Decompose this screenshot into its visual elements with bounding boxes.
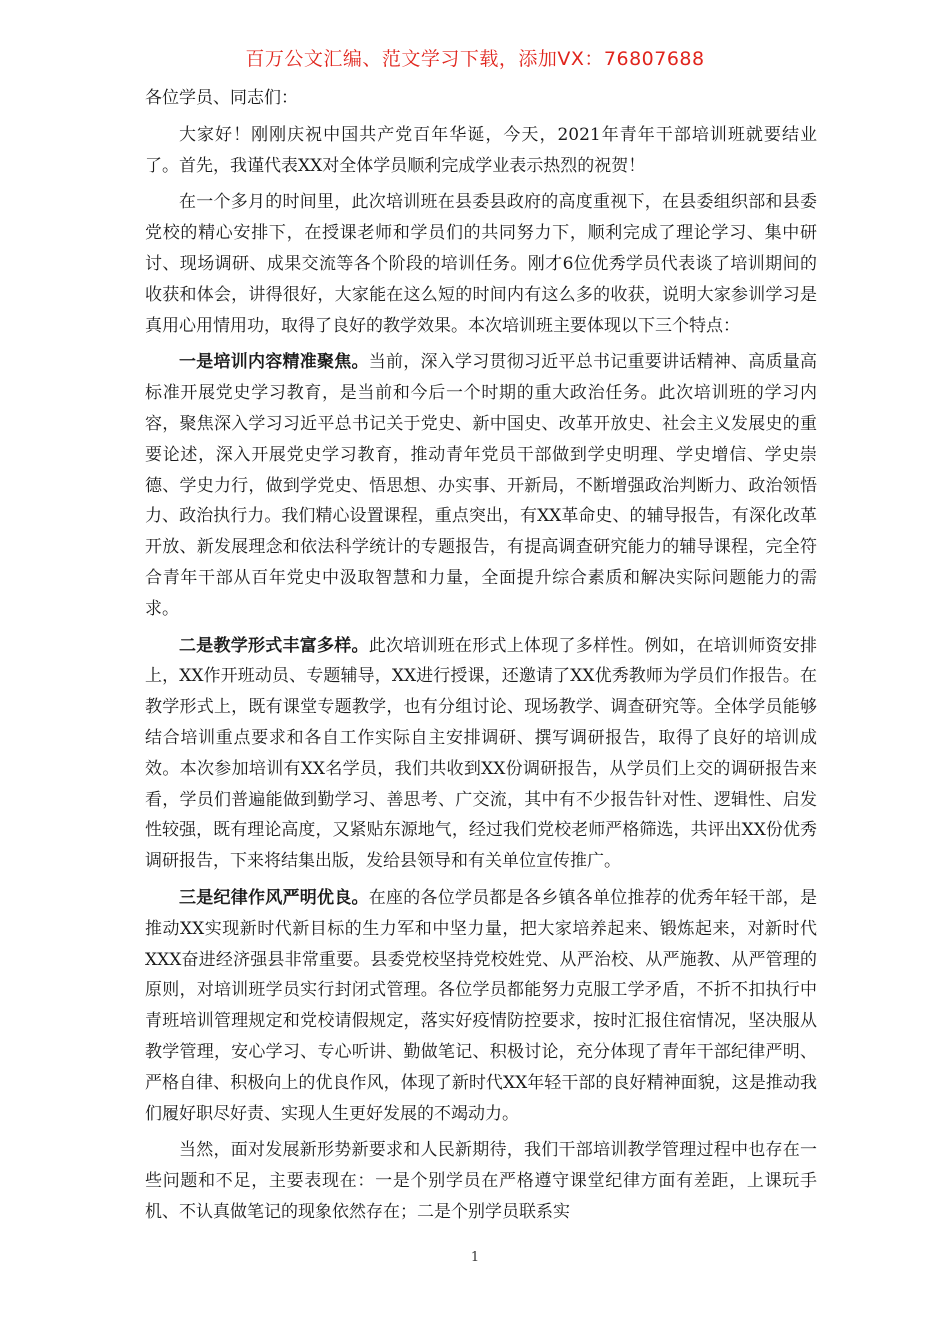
paragraph-text: 当前，深入学习贯彻习近平总书记重要讲话精神、高质量高标准开展党史学习教育，是当前和今后一个时期的重大政治任务。此次培训班的学习内容，聚焦深入学习习近平总书记关于党史、新中国史、改革开放史、社会主义发展史的重要论述，深入开展党史学习教育，推动青年党员干部做到学史明理、学史增信、学史崇德、学史力行，做到学党史、悟思想、办实事、开新局，不断增强政治判断力、政治领悟力、政治执行力。我们精心设置课程，重点突出，有XX革命史、的辅导报告，有深化改革开放、新发展理念和依法科学统计的专题报告，有提高调查研究能力的辅导课程，完全符合青年干部从百年党史中汲取智慧和力量，全面提升综合素质和解决实际问题能力的需求。 xyxy=(145,352,817,619)
header-banner: 百万公文汇编、范文学习下载，添加VX：76807688 xyxy=(245,48,705,70)
paragraph-text: 当然，面对发展新形势新要求和人民新期待，我们干部培训教学管理过程中也存在一些问题和不足，主要表现在：一是个别学员在严格遵守课堂纪律方面有差距，上课玩手机、不认真做笔记的现象依然存在；二是个别学员联系实 xyxy=(145,1140,817,1222)
paragraph-feature-1 xyxy=(145,347,817,624)
paragraph-heading: 三是纪律作风严明优良。 xyxy=(179,887,369,908)
paragraph-text: 大家好！刚刚庆祝中国共产党百年华诞，今天，2021年青年干部培训班就要结业了。首先，我谨代表XX对全体学员顺利完成学业表示热烈的祝贺！ xyxy=(145,124,817,176)
page-number: 1 xyxy=(470,1250,480,1265)
salutation: 各位学员、同志们： xyxy=(145,88,298,108)
paragraph-heading: 一是培训内容精准聚焦。 xyxy=(179,352,369,373)
paragraph-shortcomings xyxy=(145,1135,817,1227)
paragraph-greeting xyxy=(145,120,817,182)
paragraph-heading: 二是教学形式丰富多样。 xyxy=(179,635,369,656)
paragraph-text: 在座的各位学员都是各乡镇各单位推荐的优秀年轻干部，是推动XX实现新时代新目标的生力军和中坚力量，把大家培养起来、锻炼起来，对新时代XXX奋进经济强县非常重要。县委党校坚持党校姓党、从严治校、从严施教、从严管理的原则，对培训班学员实行封闭式管理。各位学员都能努力克服工学矛盾，不折不扣执行中青班培训管理规定和党校请假规定，落实好疫情防控要求，按时汇报住宿情况，坚决服从教学管理，安心学习、专心听讲、勤做笔记、积极讨论，充分体现了青年干部纪律严明、严格自律、积极向上的优良作风，体现了新时代XX年轻干部的良好精神面貌，这是推动我们履好职尽好责、实现人生更好发展的不竭动力。 xyxy=(145,887,817,1124)
document-body xyxy=(145,83,817,1234)
paragraph-overview xyxy=(145,187,817,341)
paragraph-feature-2 xyxy=(145,631,817,877)
paragraph-feature-3 xyxy=(145,883,817,1129)
paragraph-text: 此次培训班在形式上体现了多样性。例如，在培训师资安排上，XX作开班动员、专题辅导，XX进行授课，还邀请了XX优秀教师为学员们作报告。在教学形式上，既有课堂专题教学，也有分组讨论、现场教学、调查研究等。全体学员能够结合培训重点要求和各自工作实际自主安排调研、撰写调研报告，取得了良好的培训成效。本次参加培训有XX名学员，我们共收到XX份调研报告，从学员们上交的调研报告来看，学员们普遍能做到勤学习、善思考、广交流，其中有不少报告针对性、逻辑性、启发性较强，既有理论高度，又紧贴东源地气，经过我们党校老师严格筛选，共评出XX份优秀调研报告，下来将结集出版，发给县领导和有关单位宣传推广。 xyxy=(145,635,817,872)
paragraph-text: 在一个多月的时间里，此次培训班在县委县政府的高度重视下，在县委组织部和县委党校的精心安排下，在授课老师和学员们的共同努力下，顺利完成了理论学习、集中研讨、现场调研、成果交流等各个阶段的培训任务。刚才6位优秀学员代表谈了培训期间的收获和体会，讲得很好，大家能在这么短的时间内有这么多的收获，说明大家参训学习是真用心用情用功，取得了良好的教学效果。本次培训班主要体现以下三个特点： xyxy=(145,192,817,336)
